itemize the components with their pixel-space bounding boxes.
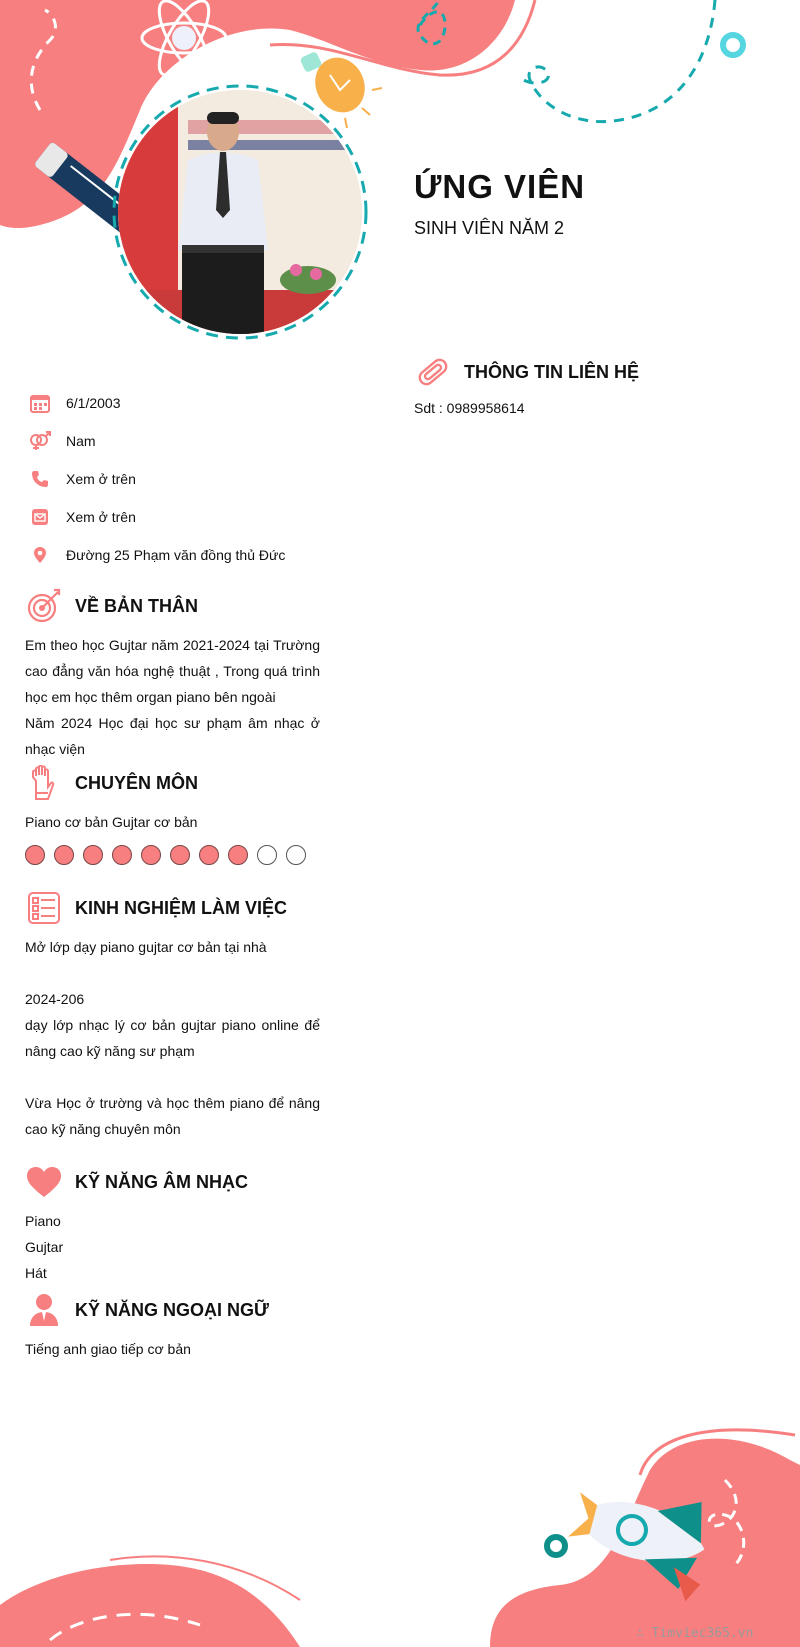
expertise-header [25, 763, 320, 803]
language-skills-section [25, 1290, 320, 1362]
language-skills-text: Tiếng anh giao tiếp cơ bản [25, 1341, 191, 1357]
music-skill-item: Hát [25, 1265, 47, 1281]
checklist-icon [25, 889, 63, 927]
experience-text: Mở lớp dạy piano gujtar cơ bản tại nhà 2024-206 dạy lớp nhạc lý cơ bản gujtar piano online để nâng cao kỹ năng sư phạm Vừa Học ở trường và học thêm piano để nâng cao kỹ năng chuyên môn [25, 939, 320, 1137]
contact-phone: Sdt : 0989958614 [414, 400, 525, 416]
language-skills-title: KỸ NĂNG NGOẠI NGỮ [75, 1299, 269, 1320]
ring-decoration-bottom [547, 1537, 565, 1555]
email-icon [28, 505, 52, 529]
avatar-photo [118, 90, 362, 334]
experience-title: KINH NGHIỆM LÀM VIỆC [75, 897, 288, 918]
calendar-icon [28, 391, 52, 415]
info-email [28, 498, 358, 536]
info-phone-value: Xem ở trên [66, 471, 136, 487]
about-section [25, 586, 320, 762]
info-gender [28, 422, 358, 460]
music-skills-title: KỸ NĂNG ÂM NHẠC [75, 1171, 248, 1192]
music-skill-item: Gujtar [25, 1239, 64, 1255]
info-birthday [28, 384, 358, 422]
gender-icon [28, 429, 52, 453]
heart-icon [25, 1163, 63, 1201]
about-header [25, 586, 320, 626]
info-address [28, 536, 358, 574]
experience-header [25, 888, 320, 928]
skill-dot-empty [257, 845, 277, 865]
music-skill-item: Piano [25, 1213, 61, 1229]
paperclip-icon [414, 353, 452, 391]
skill-dot-filled [112, 845, 132, 865]
hand-icon [25, 764, 63, 802]
person-photo-illustration [118, 90, 362, 334]
dashed-curve-right [520, 0, 715, 122]
info-email-value: Xem ở trên [66, 509, 136, 525]
candidate-name: ỨNG VIÊN [414, 168, 586, 205]
expertise-section [25, 763, 320, 865]
music-skills-list [25, 1208, 320, 1286]
skill-dot-empty [286, 845, 306, 865]
skill-dot-filled [25, 845, 45, 865]
skill-dot-filled [54, 845, 74, 865]
expertise-skill: Piano cơ bản Gujtar cơ bản [25, 814, 198, 830]
target-icon [25, 587, 63, 625]
language-skills-header [25, 1290, 320, 1330]
about-text: Em theo học Gujtar năm 2021-2024 tại Trường cao đẳng văn hóa nghệ thuật , Trong quá trình học em học thêm organ piano bên ngoài Năm 2024 Học đại học sư phạm âm nhạc ở nhạc viện [25, 637, 320, 757]
personal-info-list [28, 384, 358, 574]
music-skills-header [25, 1162, 320, 1202]
candidate-position: SINH VIÊN NĂM 2 [414, 218, 565, 238]
skill-dot-filled [83, 845, 103, 865]
info-phone [28, 460, 358, 498]
skill-dot-filled [199, 845, 219, 865]
contact-section [414, 352, 764, 416]
experience-section [25, 888, 320, 1142]
ring-decoration [723, 35, 743, 55]
person-icon [25, 1291, 63, 1329]
about-title: VỀ BẢN THÂN [75, 595, 199, 616]
skill-dot-filled [170, 845, 190, 865]
skill-dot-filled [141, 845, 161, 865]
location-pin-icon [28, 543, 52, 567]
skill-dot-filled [228, 845, 248, 865]
skill-level-rating [25, 845, 320, 865]
info-gender-value: Nam [66, 433, 96, 449]
info-birthday-value: 6/1/2003 [66, 395, 121, 411]
info-address-value: Đường 25 Phạm văn đồng thủ Đức [66, 547, 286, 563]
phone-icon [28, 467, 52, 491]
expertise-title: CHUYÊN MÔN [75, 772, 199, 793]
contact-title: THÔNG TIN LIÊN HỆ [464, 361, 639, 382]
music-skills-section [25, 1162, 320, 1286]
avatar [110, 82, 370, 342]
contact-header [414, 352, 764, 392]
watermark: ∴ Timviec365.vn [636, 1626, 754, 1641]
